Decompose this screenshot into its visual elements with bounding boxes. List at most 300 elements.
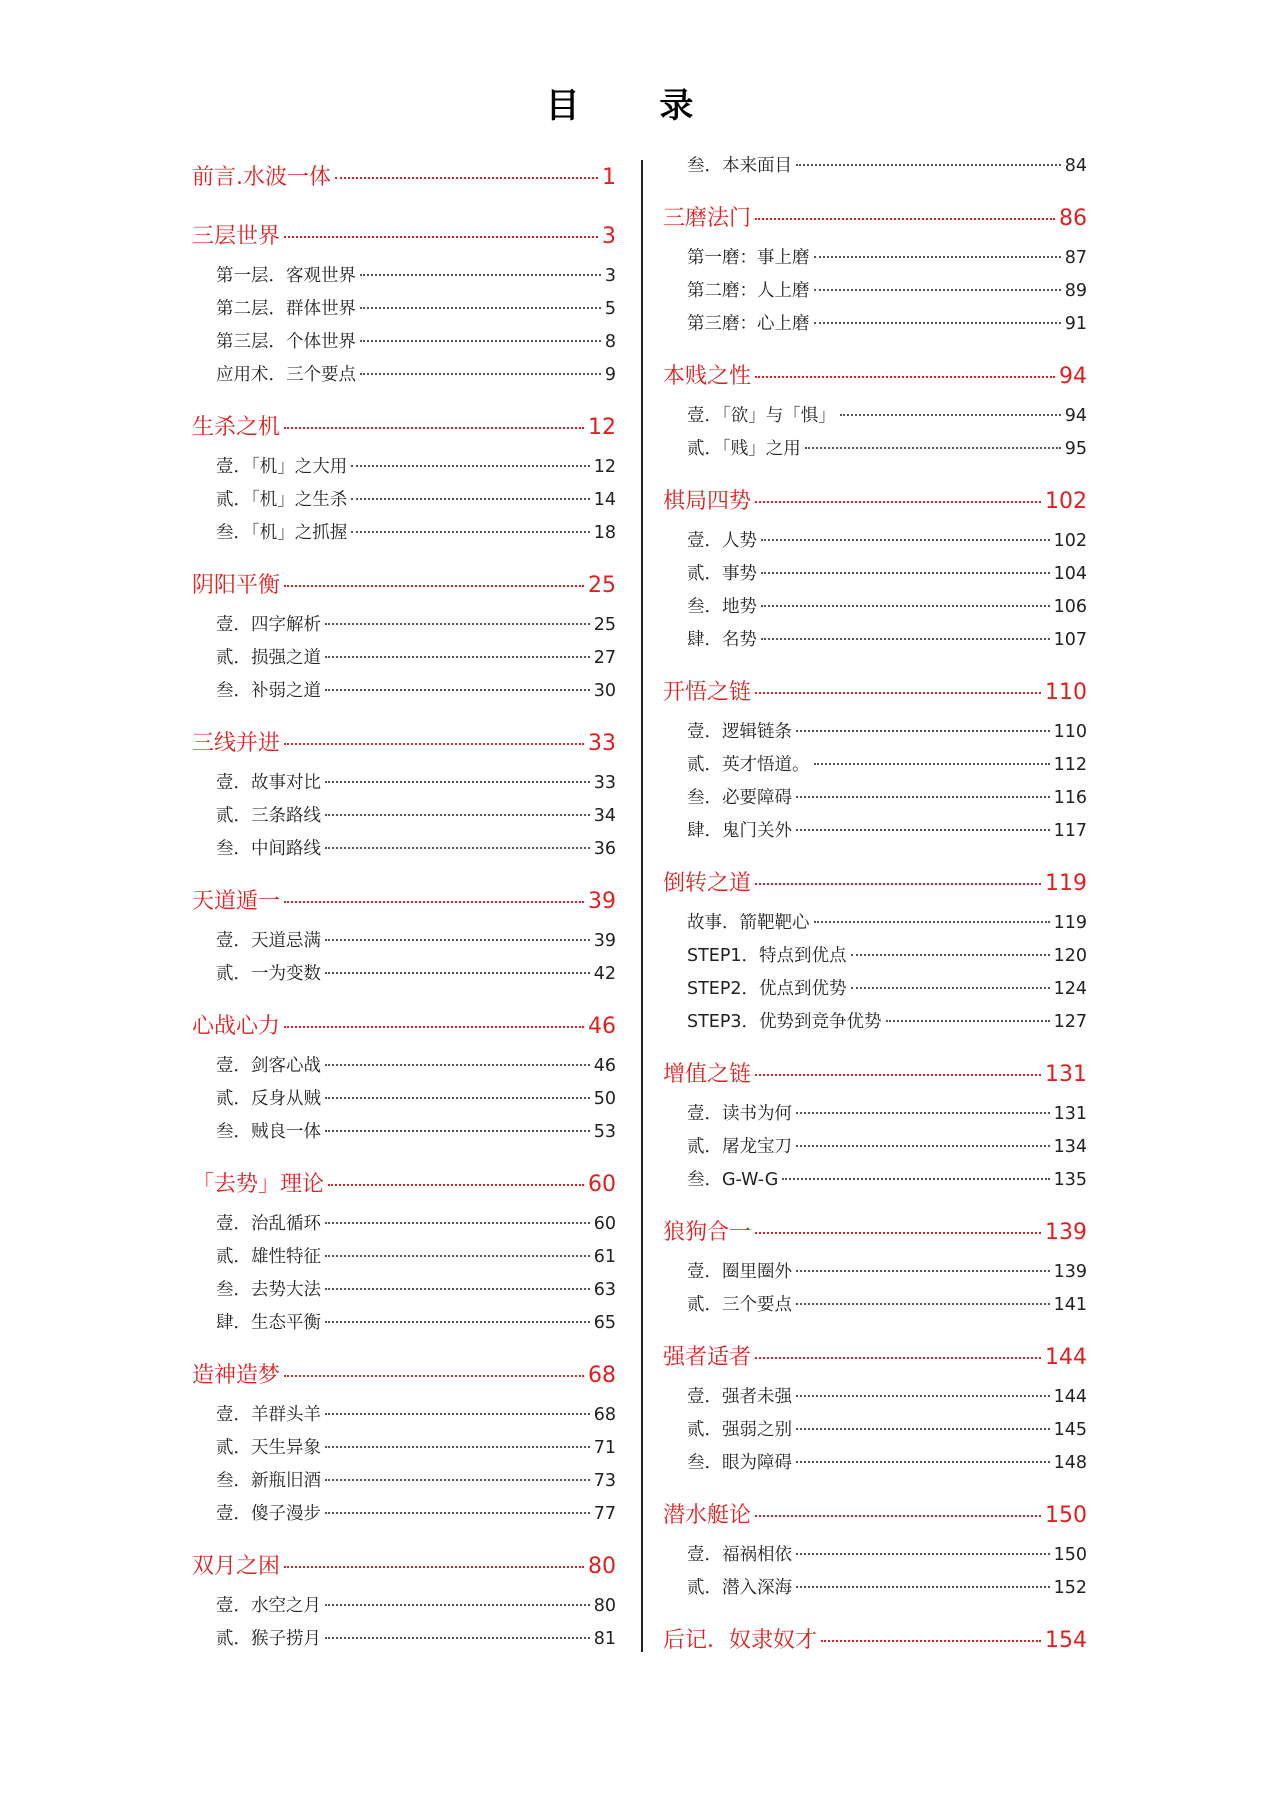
subsection-entry-title: 叁．贼良一体: [216, 1122, 321, 1142]
dot-leader: [886, 1020, 1050, 1022]
dot-leader: [325, 781, 590, 783]
chapter-entry[interactable]: [663, 675, 1087, 718]
subsection-entry-page: 106: [1053, 597, 1087, 617]
chapter-entry[interactable]: [192, 884, 616, 927]
subsection-entry-page: 145: [1053, 1420, 1087, 1440]
subsection-entry[interactable]: [663, 1100, 1087, 1133]
subsection-entry-title: 第二层．群体世界: [216, 299, 356, 319]
subsection-entry[interactable]: [192, 1309, 616, 1342]
subsection-entry-page: 127: [1053, 1012, 1087, 1032]
chapter-entry-title: 棋局四势: [663, 489, 752, 514]
dot-leader: [796, 1586, 1050, 1588]
subsection-entry[interactable]: [192, 453, 616, 486]
dot-leader: [325, 656, 590, 658]
subsection-entry-page: 112: [1053, 755, 1087, 775]
chapter-entry[interactable]: [663, 1623, 1087, 1666]
chapter-entry-page: 80: [588, 1554, 616, 1579]
dot-leader: [814, 322, 1061, 324]
subsection-entry-title: 贰．三个要点: [687, 1295, 792, 1315]
dot-leader: [335, 177, 598, 179]
dot-leader: [755, 692, 1041, 694]
subsection-entry[interactable]: [663, 435, 1087, 468]
subsection-entry-title: 肆．生态平衡: [216, 1313, 321, 1333]
subsection-entry[interactable]: [663, 1133, 1087, 1166]
subsection-entry[interactable]: [192, 611, 616, 644]
subsection-entry[interactable]: [663, 1291, 1087, 1324]
dot-leader: [325, 1064, 590, 1066]
subsection-entry-title: 贰．三条路线: [216, 806, 321, 826]
subsection-entry-page: 77: [593, 1504, 616, 1524]
subsection-entry[interactable]: [192, 1467, 616, 1500]
toc-section: [663, 866, 1087, 1041]
chapter-entry-title: 三层世界: [192, 224, 281, 249]
dot-leader: [284, 427, 584, 429]
chapter-entry-title: 潜水艇论: [663, 1503, 752, 1528]
toc-section: [192, 1549, 616, 1658]
dot-leader: [796, 1145, 1050, 1147]
chapter-entry-page: 60: [588, 1172, 616, 1197]
subsection-entry-page: 119: [1053, 913, 1087, 933]
subsection-entry[interactable]: [192, 677, 616, 710]
column-divider: [641, 160, 643, 1652]
subsection-entry-page: 36: [593, 839, 616, 859]
subsection-entry-page: 87: [1064, 248, 1087, 268]
subsection-entry-title: 叁．中间路线: [216, 839, 321, 859]
subsection-entry-page: 102: [1053, 531, 1087, 551]
subsection-entry[interactable]: [663, 718, 1087, 751]
subsection-entry[interactable]: [663, 402, 1087, 435]
subsection-entry[interactable]: [192, 328, 616, 361]
dot-leader: [351, 498, 589, 500]
chapter-entry-title: 强者适者: [663, 1345, 752, 1370]
subsection-entry-title: 贰．天生异象: [216, 1438, 321, 1458]
chapter-entry-title: 阴阳平衡: [192, 573, 281, 598]
subsection-entry-page: 141: [1053, 1295, 1087, 1315]
toc-section: [192, 219, 616, 394]
subsection-entry-page: 3: [604, 266, 616, 286]
dot-leader: [284, 1375, 584, 1377]
subsection-entry[interactable]: [663, 527, 1087, 560]
subsection-entry-title: 壹．「机」之大用: [216, 457, 348, 477]
subsection-entry-page: 120: [1053, 946, 1087, 966]
toc-section: [192, 410, 616, 552]
subsection-entry[interactable]: [192, 1210, 616, 1243]
subsection-entry-page: 30: [593, 681, 616, 701]
toc-section-continued: [663, 152, 1087, 185]
toc-right-column: [663, 156, 1087, 1682]
toc-section: [192, 1167, 616, 1342]
chapter-entry-page: 144: [1045, 1345, 1087, 1370]
chapter-entry[interactable]: [663, 1057, 1087, 1100]
chapter-entry-page: 94: [1059, 364, 1087, 389]
subsection-entry[interactable]: [192, 1118, 616, 1151]
subsection-entry[interactable]: [192, 1052, 616, 1085]
subsection-entry[interactable]: [192, 1434, 616, 1467]
chapter-entry-title: 后记．奴隶奴才: [663, 1628, 818, 1653]
dot-leader: [851, 954, 1050, 956]
subsection-entry-title: 肆．名势: [687, 630, 757, 650]
subsection-entry-page: 50: [593, 1089, 616, 1109]
chapter-entry-page: 154: [1045, 1628, 1087, 1653]
subsection-entry-page: 117: [1053, 821, 1087, 841]
subsection-entry-page: 33: [593, 773, 616, 793]
subsection-entry[interactable]: [192, 835, 616, 868]
toc-section: [663, 484, 1087, 659]
chapter-entry[interactable]: [192, 1358, 616, 1401]
toc-section: [663, 675, 1087, 850]
chapter-entry-title: 双月之困: [192, 1554, 281, 1579]
subsection-entry-title: 贰．屠龙宝刀: [687, 1137, 792, 1157]
subsection-entry-title: 叁．补弱之道: [216, 681, 321, 701]
chapter-entry-title: 狼狗合一: [663, 1220, 752, 1245]
subsection-entry[interactable]: [663, 1416, 1087, 1449]
dot-leader: [284, 901, 584, 903]
subsection-entry[interactable]: [663, 909, 1087, 942]
chapter-entry[interactable]: [663, 1215, 1087, 1258]
subsection-entry-page: 46: [593, 1056, 616, 1076]
subsection-entry-page: 42: [593, 964, 616, 984]
subsection-entry-page: 71: [593, 1438, 616, 1458]
dot-leader: [351, 531, 589, 533]
subsection-entry[interactable]: [663, 1449, 1087, 1482]
subsection-entry-title: 壹．故事对比: [216, 773, 321, 793]
chapter-entry[interactable]: [663, 484, 1087, 527]
subsection-entry-title: STEP1．特点到优点: [687, 946, 847, 966]
dot-leader: [325, 1446, 590, 1448]
chapter-entry-title: 开悟之链: [663, 680, 752, 705]
chapter-entry-page: 68: [588, 1363, 616, 1388]
subsection-entry-page: 107: [1053, 630, 1087, 650]
subsection-entry-title: 壹．傻子漫步: [216, 1504, 321, 1524]
subsection-entry-title: 贰．英才悟道。: [687, 755, 810, 775]
chapter-entry[interactable]: [192, 1549, 616, 1592]
dot-leader: [360, 307, 601, 309]
dot-leader: [325, 972, 590, 974]
dot-leader: [325, 1604, 590, 1606]
chapter-entry-title: 三磨法门: [663, 206, 752, 231]
dot-leader: [796, 829, 1050, 831]
dot-leader: [796, 1553, 1050, 1555]
subsection-entry[interactable]: [663, 751, 1087, 784]
subsection-entry[interactable]: [663, 560, 1087, 593]
dot-leader: [814, 921, 1050, 923]
subsection-entry-title: STEP3．优势到竞争优势: [687, 1012, 882, 1032]
subsection-entry[interactable]: [192, 1592, 616, 1625]
chapter-entry[interactable]: [663, 1498, 1087, 1541]
dot-leader: [325, 939, 590, 941]
toc-section: [192, 1009, 616, 1151]
toc-section: [192, 1358, 616, 1533]
chapter-entry[interactable]: [663, 201, 1087, 244]
dot-leader: [325, 1288, 590, 1290]
subsection-entry-title: 贰．事势: [687, 564, 757, 584]
dot-leader: [796, 164, 1061, 166]
toc-section: [663, 1340, 1087, 1482]
chapter-entry-page: 25: [588, 573, 616, 598]
subsection-entry[interactable]: [663, 1008, 1087, 1041]
subsection-entry-page: 73: [593, 1471, 616, 1491]
subsection-entry-page: 5: [604, 299, 616, 319]
subsection-entry-page: 150: [1053, 1545, 1087, 1565]
dot-leader: [325, 1321, 590, 1323]
subsection-entry-title: 贰．「机」之生杀: [216, 490, 348, 510]
dot-leader: [814, 763, 1050, 765]
subsection-entry-title: 叁．本来面目: [687, 156, 792, 176]
dot-leader: [761, 539, 1050, 541]
dot-leader: [796, 1428, 1050, 1430]
subsection-entry-page: 60: [593, 1214, 616, 1234]
dot-leader: [796, 1303, 1050, 1305]
subsection-entry-page: 80: [593, 1596, 616, 1616]
subsection-entry[interactable]: [663, 942, 1087, 975]
subsection-entry[interactable]: [663, 277, 1087, 310]
dot-leader: [796, 730, 1050, 732]
dot-leader: [325, 1512, 590, 1514]
chapter-entry-title: 心战心力: [192, 1014, 281, 1039]
subsection-entry[interactable]: [192, 295, 616, 328]
dot-leader: [325, 1479, 590, 1481]
subsection-entry-page: 104: [1053, 564, 1087, 584]
subsection-entry[interactable]: [663, 817, 1087, 850]
subsection-entry-page: 84: [1064, 156, 1087, 176]
dot-leader: [325, 1222, 590, 1224]
subsection-entry-title: 壹．四字解析: [216, 615, 321, 635]
subsection-entry-page: 65: [593, 1313, 616, 1333]
chapter-entry-page: 1: [602, 165, 616, 190]
subsection-entry-title: 壹．福祸相依: [687, 1545, 792, 1565]
toc-section: [663, 1498, 1087, 1607]
dot-leader: [755, 218, 1055, 220]
subsection-entry-page: 139: [1053, 1262, 1087, 1282]
subsection-entry-title: 第二磨：人上磨: [687, 281, 810, 301]
subsection-entry-page: 152: [1053, 1578, 1087, 1598]
subsection-entry-page: 135: [1053, 1170, 1087, 1190]
toc-section: [192, 884, 616, 993]
dot-leader: [796, 1270, 1050, 1272]
subsection-entry-title: 贰．潜入深海: [687, 1578, 792, 1598]
dot-leader: [325, 1255, 590, 1257]
dot-leader: [761, 638, 1050, 640]
subsection-entry[interactable]: [192, 1401, 616, 1434]
subsection-entry-title: 叁．新瓶旧酒: [216, 1471, 321, 1491]
dot-leader: [325, 1637, 590, 1639]
subsection-entry[interactable]: [192, 960, 616, 993]
subsection-entry-title: 叁．「机」之抓握: [216, 523, 348, 543]
toc-section: [663, 1623, 1087, 1666]
subsection-entry-title: 第一层．客观世界: [216, 266, 356, 286]
chapter-entry-page: 86: [1059, 206, 1087, 231]
subsection-entry-page: 68: [593, 1405, 616, 1425]
dot-leader: [796, 796, 1050, 798]
dot-leader: [755, 501, 1041, 503]
chapter-entry[interactable]: [192, 219, 616, 262]
subsection-entry-title: 贰．损强之道: [216, 648, 321, 668]
subsection-entry-title: 贰．雄性特征: [216, 1247, 321, 1267]
subsection-entry[interactable]: [663, 1541, 1087, 1574]
subsection-entry[interactable]: [663, 784, 1087, 817]
dot-leader: [351, 465, 589, 467]
subsection-entry-page: 94: [1064, 406, 1087, 426]
dot-leader: [284, 1566, 584, 1568]
subsection-entry-page: 63: [593, 1280, 616, 1300]
dot-leader: [840, 414, 1061, 416]
subsection-entry-page: 131: [1053, 1104, 1087, 1124]
dot-leader: [755, 883, 1041, 885]
subsection-entry-title: 壹．水空之月: [216, 1596, 321, 1616]
chapter-entry[interactable]: [192, 1167, 616, 1210]
chapter-entry-title: 「去势」理论: [192, 1172, 325, 1197]
subsection-entry[interactable]: [663, 1383, 1087, 1416]
subsection-entry[interactable]: [192, 1625, 616, 1658]
subsection-entry-title: 壹．羊群头羊: [216, 1405, 321, 1425]
chapter-entry[interactable]: [192, 568, 616, 611]
chapter-entry-page: 119: [1045, 871, 1087, 896]
subsection-entry[interactable]: [192, 644, 616, 677]
dot-leader: [755, 1074, 1041, 1076]
dot-leader: [284, 236, 598, 238]
subsection-entry-title: 第一磨：事上磨: [687, 248, 810, 268]
subsection-entry-title: 故事．箭靶靶心: [687, 913, 810, 933]
dot-leader: [755, 376, 1055, 378]
subsection-entry[interactable]: [192, 262, 616, 295]
subsection-entry-page: 116: [1053, 788, 1087, 808]
chapter-entry-title: 倒转之道: [663, 871, 752, 896]
subsection-entry[interactable]: [192, 802, 616, 835]
chapter-entry[interactable]: [192, 1009, 616, 1052]
subsection-entry[interactable]: [663, 975, 1087, 1008]
subsection-entry-title: 贰．一为变数: [216, 964, 321, 984]
dot-leader: [761, 605, 1050, 607]
chapter-entry-page: 150: [1045, 1503, 1087, 1528]
dot-leader: [755, 1357, 1041, 1359]
subsection-entry-page: 12: [593, 457, 616, 477]
subsection-entry-page: 27: [593, 648, 616, 668]
subsection-entry[interactable]: [192, 486, 616, 519]
subsection-entry-page: 39: [593, 931, 616, 951]
dot-leader: [325, 1413, 590, 1415]
subsection-entry[interactable]: [663, 626, 1087, 659]
subsection-entry-title: STEP2．优点到优势: [687, 979, 847, 999]
chapter-entry-title: 生杀之机: [192, 415, 281, 440]
dot-leader: [284, 743, 584, 745]
subsection-entry[interactable]: [663, 310, 1087, 343]
chapter-entry[interactable]: [663, 866, 1087, 909]
subsection-entry-title: 叁．去势大法: [216, 1280, 321, 1300]
subsection-entry[interactable]: [192, 1243, 616, 1276]
subsection-entry-title: 叁．地势: [687, 597, 757, 617]
subsection-entry[interactable]: [192, 1276, 616, 1309]
dot-leader: [360, 373, 601, 375]
dot-leader: [805, 447, 1061, 449]
subsection-entry[interactable]: [663, 1574, 1087, 1607]
subsection-entry[interactable]: [663, 1166, 1087, 1199]
subsection-entry[interactable]: [192, 519, 616, 552]
subsection-entry-page: 110: [1053, 722, 1087, 742]
subsection-entry[interactable]: [192, 769, 616, 802]
subsection-entry[interactable]: [663, 152, 1087, 185]
dot-leader: [284, 585, 584, 587]
subsection-entry[interactable]: [663, 593, 1087, 626]
chapter-entry[interactable]: [192, 410, 616, 453]
subsection-entry-title: 壹．剑客心战: [216, 1056, 321, 1076]
subsection-entry-title: 贰．「贱」之用: [687, 439, 801, 459]
subsection-entry-title: 第三磨：心上磨: [687, 314, 810, 334]
chapter-entry-title: 增值之链: [663, 1062, 752, 1087]
chapter-entry-title: 本贱之性: [663, 364, 752, 389]
chapter-entry-title: 天道遁一: [192, 889, 281, 914]
chapter-entry[interactable]: [663, 1340, 1087, 1383]
subsection-entry-title: 壹．圈里圈外: [687, 1262, 792, 1282]
subsection-entry-title: 叁．必要障碍: [687, 788, 792, 808]
dot-leader: [814, 256, 1061, 258]
chapter-entry-title: 前言.水波一体: [192, 165, 331, 190]
subsection-entry-page: 53: [593, 1122, 616, 1142]
dot-leader: [360, 274, 601, 276]
subsection-entry-title: 叁．G-W-G: [687, 1170, 779, 1190]
toc-section: [663, 1215, 1087, 1324]
dot-leader: [325, 847, 590, 849]
subsection-entry-page: 61: [593, 1247, 616, 1267]
subsection-entry-page: 91: [1064, 314, 1087, 334]
chapter-entry-page: 3: [602, 224, 616, 249]
chapter-entry-page: 12: [588, 415, 616, 440]
subsection-entry-page: 9: [604, 365, 616, 385]
subsection-entry[interactable]: [192, 927, 616, 960]
chapter-entry-page: 110: [1045, 680, 1087, 705]
subsection-entry-page: 34: [593, 806, 616, 826]
dot-leader: [821, 1640, 1041, 1642]
subsection-entry-page: 144: [1053, 1387, 1087, 1407]
chapter-entry[interactable]: [192, 726, 616, 769]
dot-leader: [325, 689, 590, 691]
toc-section: [192, 726, 616, 868]
page-title: 目 录: [545, 86, 728, 126]
subsection-entry-title: 贰．反身从贼: [216, 1089, 321, 1109]
subsection-entry[interactable]: [192, 1085, 616, 1118]
subsection-entry[interactable]: [663, 244, 1087, 277]
dot-leader: [284, 1026, 584, 1028]
toc-section: [663, 359, 1087, 468]
subsection-entry[interactable]: [663, 1258, 1087, 1291]
chapter-entry-page: 46: [588, 1014, 616, 1039]
dot-leader: [755, 1232, 1041, 1234]
chapter-entry-page: 33: [588, 731, 616, 756]
chapter-entry-page: 131: [1045, 1062, 1087, 1087]
chapter-entry[interactable]: [663, 359, 1087, 402]
subsection-entry-page: 134: [1053, 1137, 1087, 1157]
dot-leader: [814, 289, 1061, 291]
subsection-entry-page: 148: [1053, 1453, 1087, 1473]
dot-leader: [796, 1461, 1050, 1463]
dot-leader: [796, 1112, 1050, 1114]
subsection-entry-title: 叁．眼为障碍: [687, 1453, 792, 1473]
subsection-entry-page: 95: [1064, 439, 1087, 459]
dot-leader: [325, 1130, 590, 1132]
subsection-entry-title: 壹．读书为何: [687, 1104, 792, 1124]
subsection-entry-page: 14: [593, 490, 616, 510]
subsection-entry-page: 8: [604, 332, 616, 352]
subsection-entry-title: 壹．逻辑链条: [687, 722, 792, 742]
subsection-entry[interactable]: [192, 1500, 616, 1533]
dot-leader: [325, 1097, 590, 1099]
subsection-entry-page: 81: [593, 1629, 616, 1649]
chapter-entry[interactable]: [192, 160, 616, 203]
subsection-entry-title: 壹．治乱循环: [216, 1214, 321, 1234]
dot-leader: [325, 623, 590, 625]
chapter-entry-title: 造神造梦: [192, 1363, 281, 1388]
subsection-entry-title: 贰．强弱之别: [687, 1420, 792, 1440]
subsection-entry[interactable]: [192, 361, 616, 394]
